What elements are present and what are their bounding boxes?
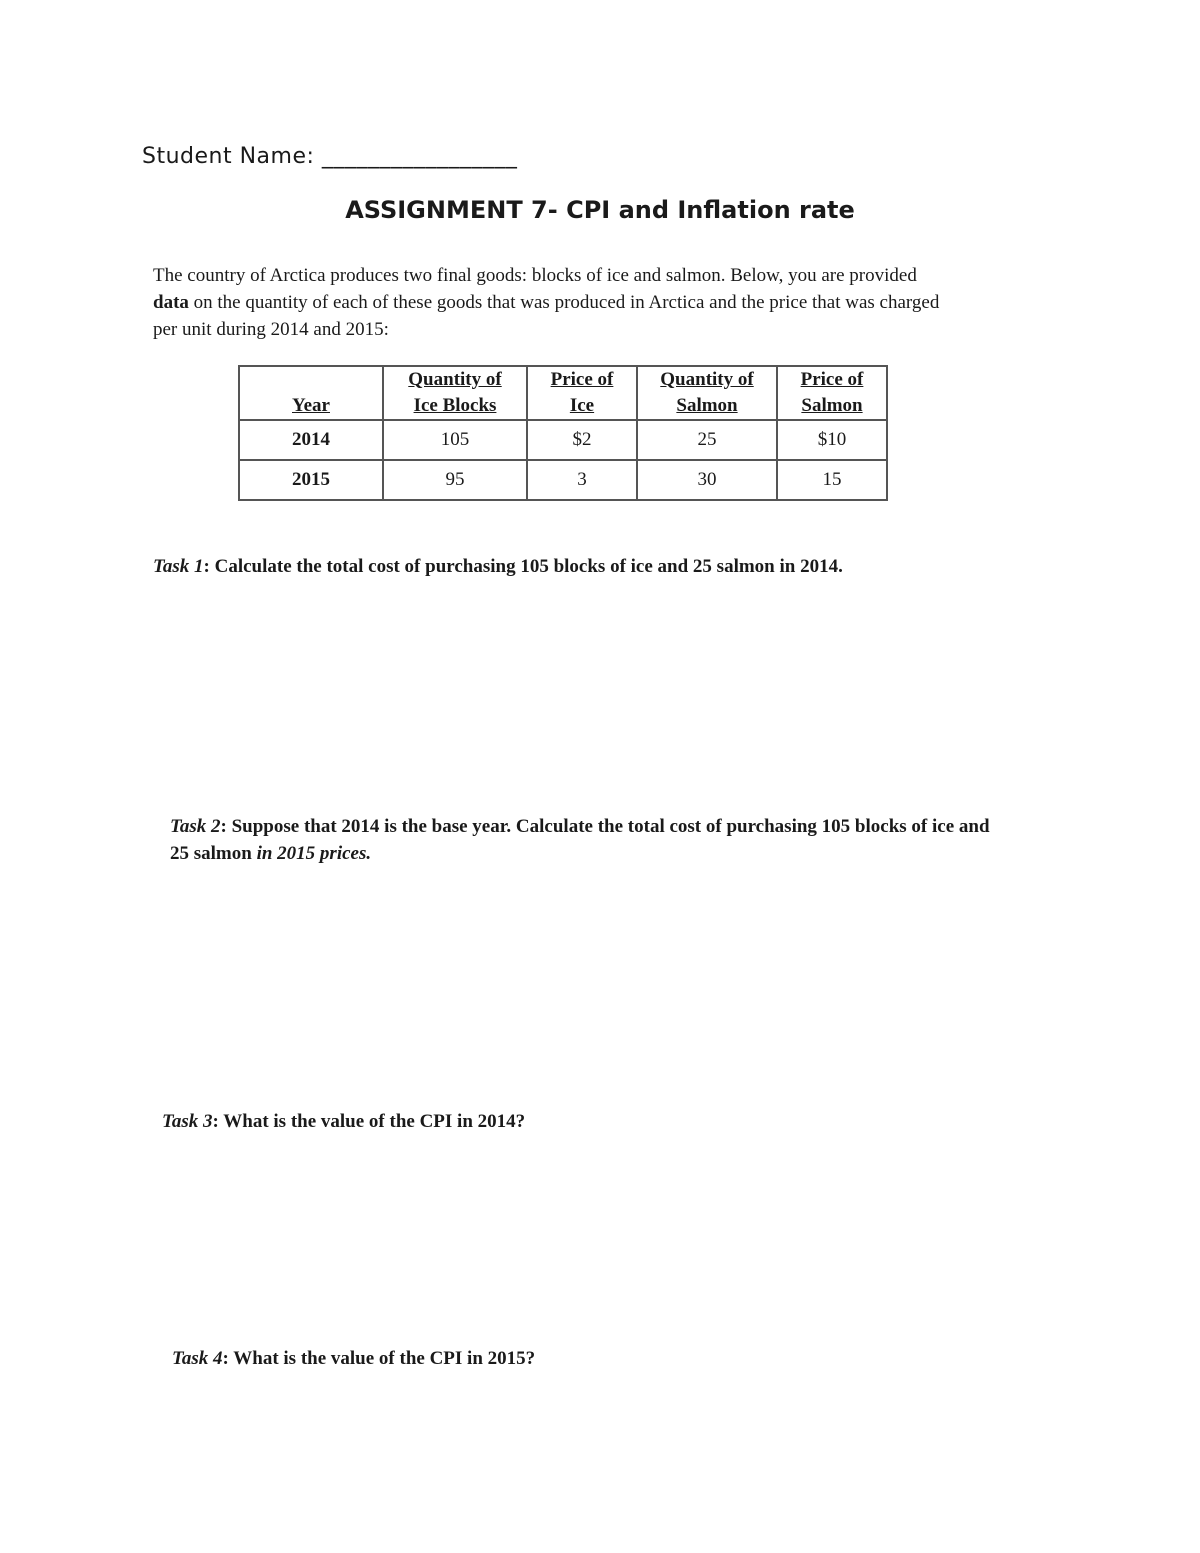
cell-year: 2015 bbox=[239, 460, 383, 500]
intro-part2: data bbox=[153, 292, 189, 313]
student-name-line bbox=[142, 144, 517, 169]
cell-quantity-salmon: 30 bbox=[637, 460, 777, 500]
student-name-blank: _________________ bbox=[321, 144, 518, 169]
table-row bbox=[239, 420, 887, 460]
cell-price-ice: 3 bbox=[527, 460, 637, 500]
cell-quantity-ice: 95 bbox=[383, 460, 527, 500]
header-year: Year bbox=[239, 366, 383, 420]
task-3-label: Task 3 bbox=[162, 1111, 213, 1132]
data-table bbox=[238, 365, 888, 501]
task-4-text: : What is the value of the CPI in 2015? bbox=[222, 1348, 536, 1369]
cell-price-ice: $2 bbox=[527, 420, 637, 460]
task-2-emphasis: in 2015 prices. bbox=[256, 843, 372, 864]
cell-price-salmon: $10 bbox=[777, 420, 887, 460]
task-3 bbox=[162, 1108, 962, 1135]
cell-quantity-salmon: 25 bbox=[637, 420, 777, 460]
assignment-title: ASSIGNMENT 7- CPI and Inflation rate bbox=[345, 196, 855, 224]
task-4 bbox=[172, 1345, 972, 1372]
intro-part3: on the quantity of each of these goods that was produced in Arctica and the price that was charged per unit during 2014 and 2015: bbox=[153, 292, 940, 340]
table-header-row bbox=[239, 366, 887, 420]
task-1-label: Task 1 bbox=[153, 556, 204, 577]
cell-quantity-ice: 105 bbox=[383, 420, 527, 460]
header-quantity-ice: Quantity of Ice Blocks bbox=[383, 366, 527, 420]
task-4-label: Task 4 bbox=[172, 1348, 223, 1369]
intro-part1: The country of Arctica produces two final goods: blocks of ice and salmon. Below, you are provided bbox=[153, 265, 917, 286]
task-2 bbox=[170, 813, 1010, 867]
task-2-text: : Suppose that 2014 is the base year. Calculate the total cost of purchasing 105 blocks of ice and 25 salmon bbox=[170, 816, 990, 864]
cell-year: 2014 bbox=[239, 420, 383, 460]
task-2-label: Task 2 bbox=[170, 816, 221, 837]
cell-price-salmon: 15 bbox=[777, 460, 887, 500]
table-row bbox=[239, 460, 887, 500]
header-price-ice: Price of Ice bbox=[527, 366, 637, 420]
task-1 bbox=[153, 553, 933, 580]
task-1-text: : Calculate the total cost of purchasing 105 blocks of ice and 25 salmon in 2014. bbox=[203, 556, 843, 577]
header-price-salmon: Price of Salmon bbox=[777, 366, 887, 420]
task-3-text: : What is the value of the CPI in 2014? bbox=[212, 1111, 526, 1132]
intro-paragraph bbox=[153, 262, 953, 343]
header-quantity-salmon: Quantity of Salmon bbox=[637, 366, 777, 420]
student-name-label: Student Name: bbox=[142, 144, 315, 169]
